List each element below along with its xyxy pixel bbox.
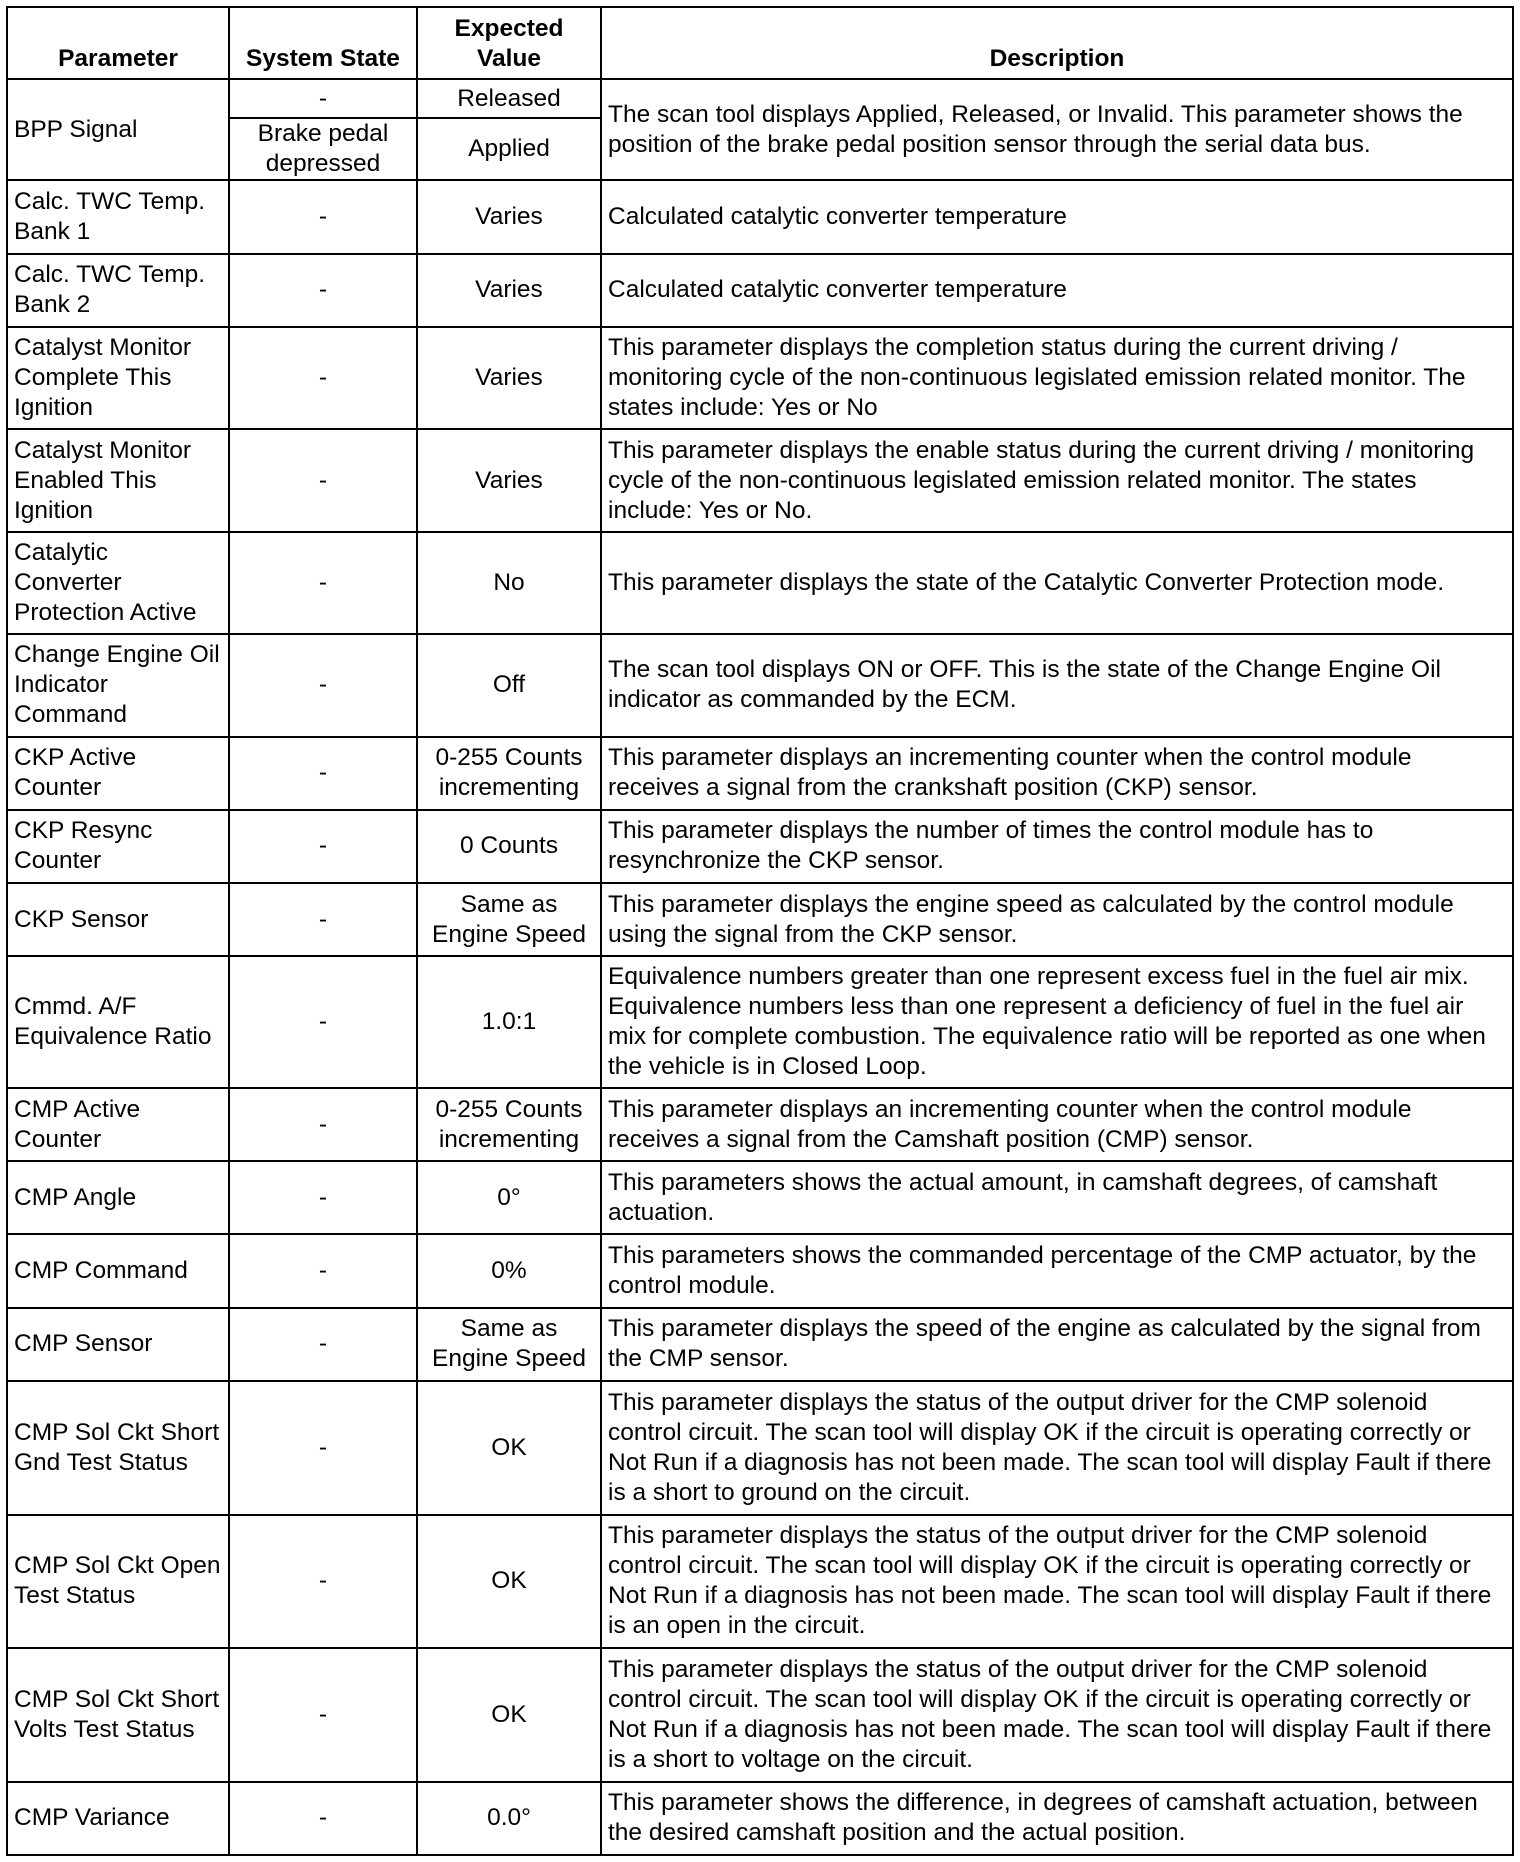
table-row [7,1782,1513,1855]
parameter-cell: CMP Sensor [7,1308,229,1381]
expected-value-cell: OK [417,1515,601,1649]
header-expected-value: Expected Value [417,7,601,79]
description-cell: This parameter displays the status of the output driver for the CMP solenoid control circuit. The scan tool will display OK if the circuit is operating correctly or Not Run if a diagnosis has not been made. The scan tool will display Fault if there is an open in the circuit. [601,1515,1513,1649]
expected-value-cell: Off [417,634,601,736]
table-row [7,180,1513,253]
parameter-cell: CKP Sensor [7,883,229,956]
description-cell: Equivalence numbers greater than one represent excess fuel in the fuel air mix. Equivalence numbers less than one represent a deficiency of fuel in the fuel air mix for complete combustion. The equivalence ratio will be reported as one when the vehicle is in Closed Loop. [601,956,1513,1088]
expected-value-cell: OK [417,1381,601,1515]
table-row [7,327,1513,429]
system-state-cell: - [229,1308,417,1381]
parameter-cell: Catalyst Monitor Enabled This Ignition [7,429,229,531]
system-state-cell: - [229,883,417,956]
parameter-cell: Calc. TWC Temp. Bank 1 [7,180,229,253]
parameter-cell: CMP Sol Ckt Open Test Status [7,1515,229,1649]
description-cell: Calculated catalytic converter temperature [601,180,1513,253]
system-state-cell: - [229,1648,417,1782]
parameter-cell: Catalytic Converter Protection Active [7,532,229,634]
system-state-cell: - [229,1161,417,1234]
description-cell: This parameters shows the commanded percentage of the CMP actuator, by the control module. [601,1234,1513,1307]
table-row [7,1308,1513,1381]
description-cell: This parameter displays the status of the output driver for the CMP solenoid control circuit. The scan tool will display OK if the circuit is operating correctly or Not Run if a diagnosis has not been made. The scan tool will display Fault if there is a short to voltage on the circuit. [601,1648,1513,1782]
parameter-cell: CMP Active Counter [7,1088,229,1161]
table-row [7,1381,1513,1515]
system-state-cell: - [229,1234,417,1307]
parameter-cell: BPP Signal [7,79,229,180]
header-row [7,7,1513,79]
system-state-cell: - [229,429,417,531]
table-row [7,429,1513,531]
parameter-cell: CMP Variance [7,1782,229,1855]
table-row [7,1648,1513,1782]
expected-value-cell: Released [417,79,601,118]
expected-value-cell: Applied [417,118,601,180]
description-cell: This parameter displays the completion status during the current driving / monitoring cycle of the non-continuous legislated emission related monitor. The states include: Yes or No [601,327,1513,429]
parameter-cell: CMP Sol Ckt Short Volts Test Status [7,1648,229,1782]
parameter-cell: CKP Resync Counter [7,810,229,883]
expected-value-cell: 0 Counts [417,810,601,883]
table-row [7,532,1513,634]
system-state-cell: Brake pedal depressed [229,118,417,180]
parameter-cell: Cmmd. A/F Equivalence Ratio [7,956,229,1088]
expected-value-cell: 1.0:1 [417,956,601,1088]
system-state-cell: - [229,1381,417,1515]
expected-value-cell: 0.0° [417,1782,601,1855]
header-description: Description [601,7,1513,79]
system-state-cell: - [229,634,417,736]
parameter-cell: CMP Sol Ckt Short Gnd Test Status [7,1381,229,1515]
description-cell: This parameter displays the number of times the control module has to resynchronize the CKP sensor. [601,810,1513,883]
header-parameter: Parameter [7,7,229,79]
description-cell: The scan tool displays Applied, Released, or Invalid. This parameter shows the position of the brake pedal position sensor through the serial data bus. [601,79,1513,180]
table-row [7,883,1513,956]
description-cell: This parameter displays the status of the output driver for the CMP solenoid control circuit. The scan tool will display OK if the circuit is operating correctly or Not Run if a diagnosis has not been made. The scan tool will display Fault if there is a short to ground on the circuit. [601,1381,1513,1515]
expected-value-cell: Varies [417,429,601,531]
expected-value-cell: Same as Engine Speed [417,883,601,956]
expected-value-cell: No [417,532,601,634]
expected-value-cell: Same as Engine Speed [417,1308,601,1381]
system-state-cell: - [229,1088,417,1161]
expected-value-cell: 0-255 Counts incrementing [417,1088,601,1161]
parameter-cell: CKP Active Counter [7,737,229,810]
parameter-table [6,6,1514,1856]
description-cell: This parameters shows the actual amount, in camshaft degrees, of camshaft actuation. [601,1161,1513,1234]
system-state-cell: - [229,1515,417,1649]
system-state-cell: - [229,532,417,634]
header-system-state: System State [229,7,417,79]
system-state-cell: - [229,79,417,118]
system-state-cell: - [229,737,417,810]
description-cell: This parameter displays an incrementing counter when the control module receives a signal from the crankshaft position (CKP) sensor. [601,737,1513,810]
description-cell: The scan tool displays ON or OFF. This is the state of the Change Engine Oil indicator as commanded by the ECM. [601,634,1513,736]
table-row [7,810,1513,883]
parameter-cell: Catalyst Monitor Complete This Ignition [7,327,229,429]
description-cell: Calculated catalytic converter temperature [601,254,1513,327]
parameter-cell: CMP Command [7,1234,229,1307]
table-row [7,956,1513,1088]
expected-value-cell: 0° [417,1161,601,1234]
description-cell: This parameter displays the enable status during the current driving / monitoring cycle of the non-continuous legislated emission related monitor. The states include: Yes or No. [601,429,1513,531]
description-cell: This parameter shows the difference, in degrees of camshaft actuation, between the desired camshaft position and the actual position. [601,1782,1513,1855]
system-state-cell: - [229,180,417,253]
parameter-cell: CMP Angle [7,1161,229,1234]
expected-value-cell: 0-255 Counts incrementing [417,737,601,810]
expected-value-cell: Varies [417,254,601,327]
table-row [7,1234,1513,1307]
expected-value-cell: Varies [417,327,601,429]
description-cell: This parameter displays an incrementing counter when the control module receives a signal from the Camshaft position (CMP) sensor. [601,1088,1513,1161]
table-row [7,79,1513,118]
table-row [7,737,1513,810]
table-row [7,254,1513,327]
system-state-cell: - [229,1782,417,1855]
system-state-cell: - [229,956,417,1088]
table-row [7,634,1513,736]
table-row [7,1515,1513,1649]
parameter-cell: Calc. TWC Temp. Bank 2 [7,254,229,327]
description-cell: This parameter displays the speed of the engine as calculated by the signal from the CMP sensor. [601,1308,1513,1381]
description-cell: This parameter displays the state of the Catalytic Converter Protection mode. [601,532,1513,634]
expected-value-cell: Varies [417,180,601,253]
expected-value-cell: 0% [417,1234,601,1307]
system-state-cell: - [229,254,417,327]
description-cell: This parameter displays the engine speed as calculated by the control module using the signal from the CKP sensor. [601,883,1513,956]
system-state-cell: - [229,810,417,883]
table-row [7,1088,1513,1161]
parameter-cell: Change Engine Oil Indicator Command [7,634,229,736]
system-state-cell: - [229,327,417,429]
expected-value-cell: OK [417,1648,601,1782]
table-row [7,1161,1513,1234]
